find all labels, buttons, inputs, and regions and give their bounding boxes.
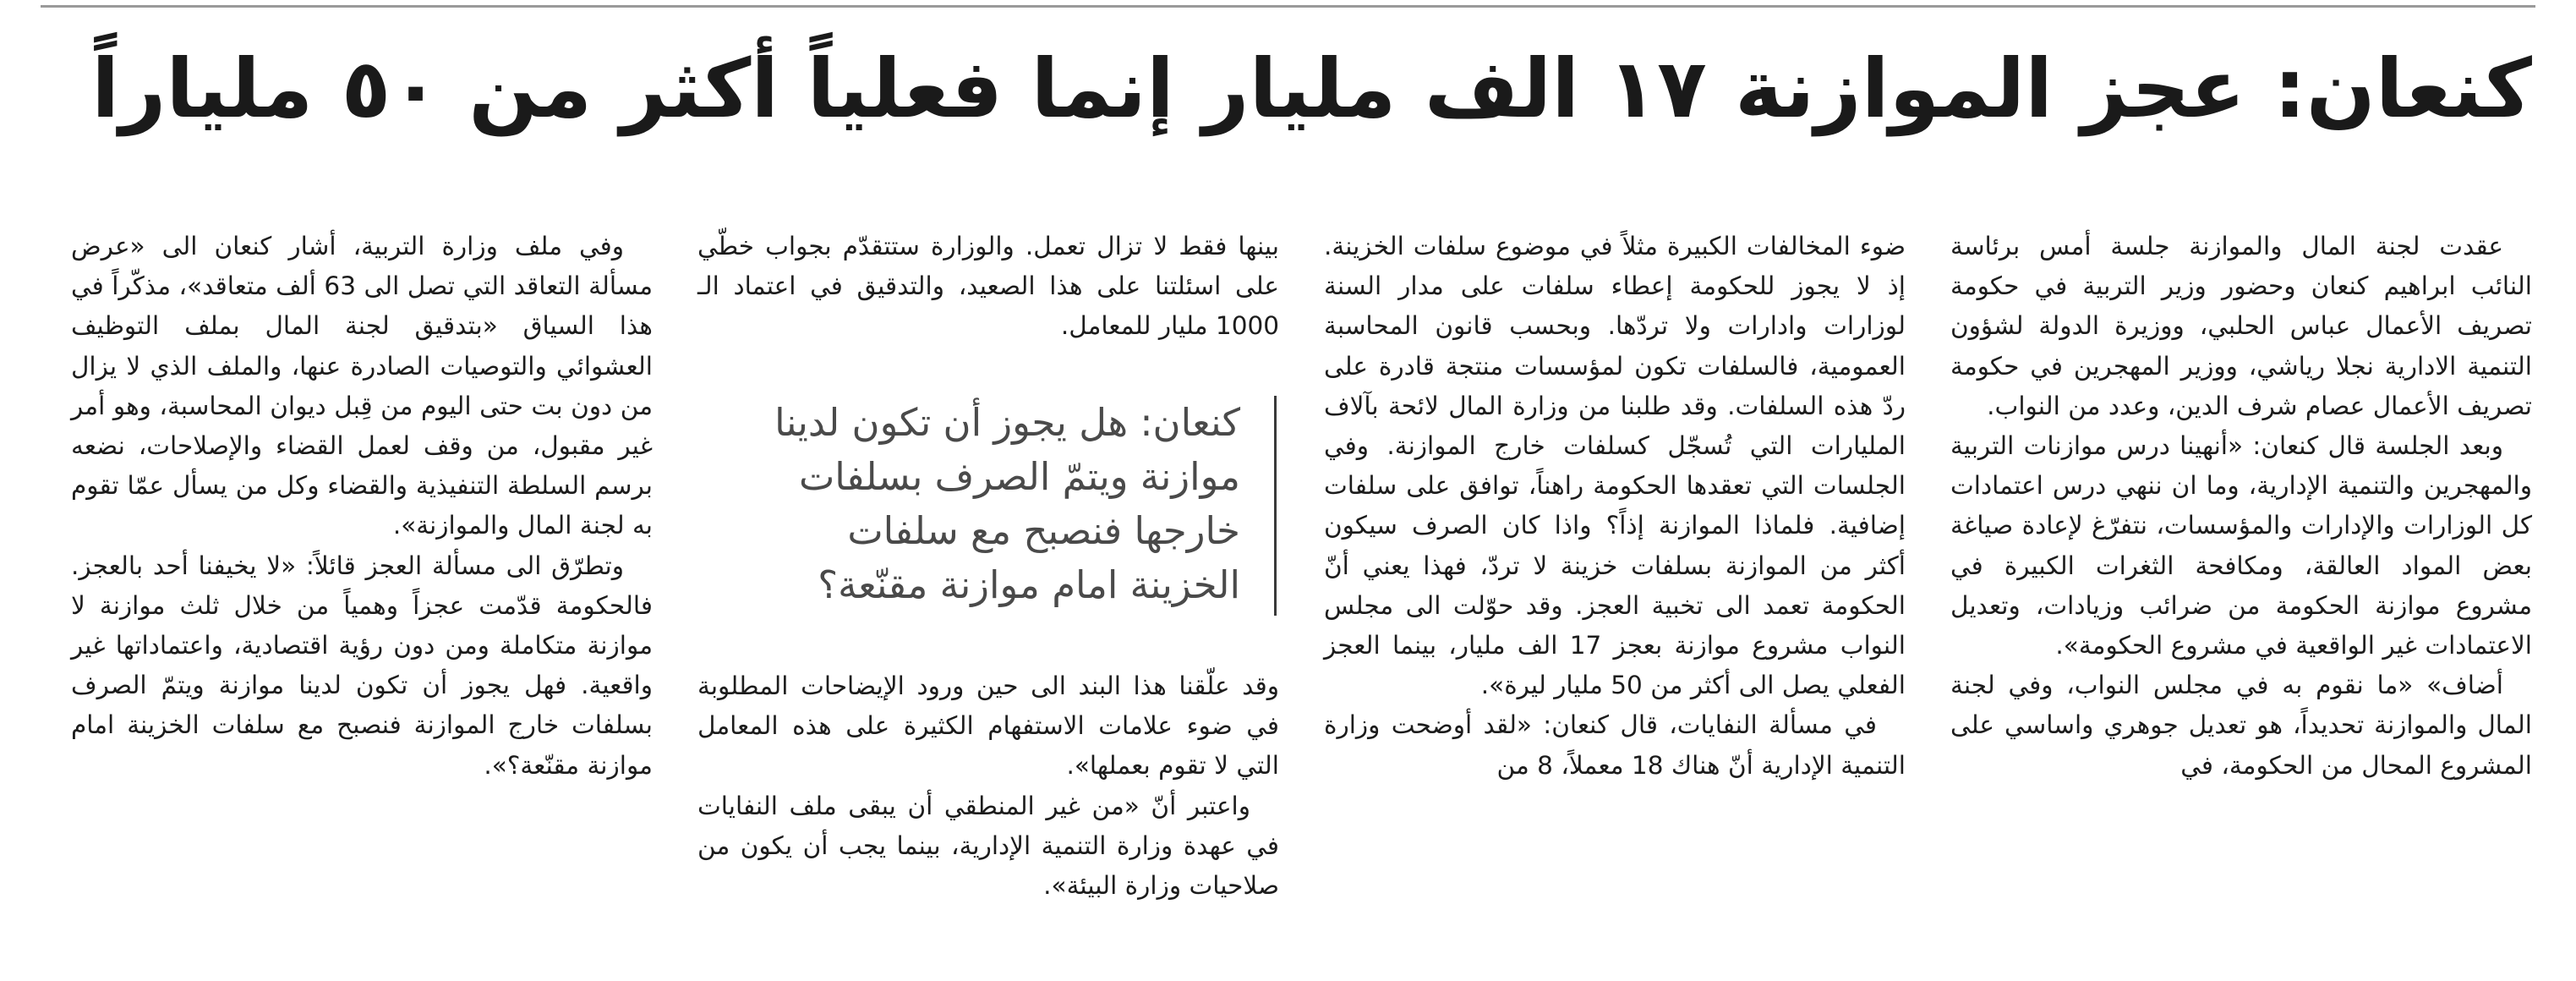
column-3-lower-text [697,666,1279,906]
article-column-2 [1324,227,1906,786]
article-headline: كنعان: عجز الموازنة ١٧ الف مليار إنما فعلياً أكثر من ٥٠ ملياراً [91,41,2532,136]
paragraph: وتطرّق الى مسألة العجز قائلاً: «لا يخيفنا أحد بالعجز. فالحكومة قدّمت عجزاً وهمياً من خلال ثلث موازنة لا موازنة متكاملة ومن دون رؤية اقتصادية، واعتماداتها غير واقعية. فهل يجوز أن تكون لدينا موازنة ويتمّ الصرف بسلفات خارج الموازنة فنصبح مع سلفات الخزينة امام موازنة مقنّعة؟». [71,551,653,780]
top-divider [41,5,2535,8]
article-column-1 [1950,227,2532,786]
paragraph: بينها فقط لا تزال تعمل. والوزارة ستتقدّم بجواب خطّي على اسئلتنا على هذا الصعيد، والتدقيق في اعتماد الـ 1000 مليار للمعامل. [697,232,1279,341]
paragraph: وبعد الجلسة قال كنعان: «أنهينا درس موازنات التربية والمهجرين والتنمية الإدارية، وما ان ننهي درس اعتمادات كل الوزارات والإدارات والمؤسسات، نتفرّغ لإعادة صياغة بعض المواد العالقة، ومكافحة الثغرات الكبيرة في مشروع موازنة الحكومة من ضرائب وزيادات، وتعديل الاعتمادات غير الواقعية في مشروع الحكومة». [1950,431,2532,660]
paragraph: في مسألة النفايات، قال كنعان: «لقد أوضحت وزارة التنمية الإدارية أنّ هناك 18 معملاً، 8 من [1324,710,1906,780]
paragraph: ضوء المخالفات الكبيرة مثلاً في موضوع سلفات الخزينة. إذ لا يجوز للحكومة إعطاء سلفات على مدار السنة لوزارات وادارات ولا تردّها. وبحسب قانون المحاسبة العمومية، فالسلفات تكون لمؤسسات منتجة قادرة على ردّ هذه السلفات. وقد طلبنا من وزارة المال لائحة بآلاف المليارات التي تُسجّل كسلفات خارج الموازنة. وفي الجلسات التي تعقدها الحكومة راهناً، توافق على سلفات إضافية. فلماذا الموازنة إذاً؟ واذا كان الصرف سيكون أكثر من الموازنة بسلفات خزينة لا تردّ، فهذا يعني أنّ الحكومة تعمد الى تخبية العجز. وقد حوّلت الى مجلس النواب مشروع موازنة بعجز 17 الف مليار، بينما العجز الفعلي يصل الى أكثر من 50 مليار ليرة». [1324,232,1906,700]
paragraph: واعتبر أنّ «من غير المنطقي أن يبقى ملف النفايات في عهدة وزارة التنمية الإدارية، بينما يجب أن يكون من صلاحيات وزارة البيئة». [697,791,1279,901]
paragraph: أضاف» «ما نقوم به في مجلس النواب، وفي لجنة المال والموازنة تحديداً، هو تعديل جوهري واساسي على المشروع المحال من الحكومة، في [1950,671,2532,780]
paragraph: عقدت لجنة المال والموازنة جلسة أمس برئاسة النائب ابراهيم كنعان وحضور وزير التربية في حكومة تصريف الأعمال عباس الحلبي، ووزيرة الدولة لشؤون التنمية الادارية نجلا رياشي، ووزير المهجرين في حكومة تصريف الأعمال عصام شرف الدين، وعدد من النواب. [1950,232,2532,420]
paragraph: وفي ملف وزارة التربية، أشار كنعان الى «عرض مسألة التعاقد التي تصل الى 63 ألف متعاقد»، مذكّراً في هذا السياق «بتدقيق لجنة المال بملف التوظيف العشوائي والتوصيات الصادرة عنها، والملف الذي لا يزال من دون بت حتى اليوم من قِبل ديوان المحاسبة، وهو أمر غير مقبول، من وقف لعمل القضاء والإصلاحات، نضعه برسم السلطة التنفيذية والقضاء وكل من يسأل عمّا تقوم به لجنة المال والموازنة». [71,232,653,540]
paragraph: وقد علّقنا هذا البند الى حين ورود الإيضاحات المطلوبة في ضوء علامات الاستفهام الكثيرة على هذه المعامل التي لا تقوم بعملها». [697,671,1279,781]
pull-quote: كنعان: هل يجوز أن تكون لدينا موازنة ويتمّ الصرف بسلفات خارجها فنصبح مع سلفات الخزينة امام موازنة مقنّعة؟ [727,396,1277,616]
article-column-4 [71,227,653,786]
